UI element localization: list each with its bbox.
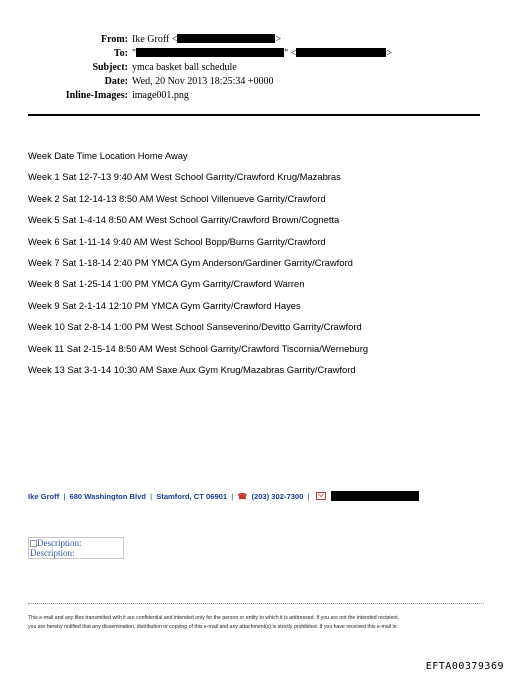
to-label: To: [113,48,128,59]
to-value [132,48,392,59]
to-tail: > [386,48,392,59]
schedule-row: Week 10 Sat 2-8-14 1:00 PM West School Sanseverino/Devitto Garrity/Crawford [28,321,362,333]
schedule-row: Week 5 Sat 1-4-14 8:50 AM West School Garrity/Crawford Brown/Cognetta [28,214,340,226]
signature-address: 680 Washington Blvd [69,492,146,501]
from-label: From: [100,34,128,45]
schedule-row: Week 2 Sat 12-14-13 8:50 AM West School Villenueve Garrity/Crawford [28,192,326,204]
schedule-row: Week 7 Sat 1-18-14 2:40 PM YMCA Gym Anderson/Gardiner Garrity/Crawford [28,256,353,268]
date-value: Wed, 20 Nov 2013 18:25:34 +0000 [132,76,274,87]
separator: | [307,492,310,501]
redaction-bar [331,491,419,501]
subject-value: ymca basket ball schedule [132,62,237,73]
schedule-row: Week 9 Sat 2-1-14 12:10 PM YMCA Gym Garrity/Crawford Hayes [28,299,301,311]
redaction-bar [177,34,275,43]
image-alt-text: Description: [30,548,75,558]
schedule-row: Week 1 Sat 12-7-13 9:40 AM West School Garrity/Crawford Krug/Mazabras [28,171,341,183]
disclaimer-line: This e-mail and any files transmitted with it are confidential and intended only for the person or entity to which it is addressed. If you are not the intended recipient, [28,615,400,621]
separator: | [63,492,66,501]
signature-name: Ike Groff [28,492,60,501]
signature-city: Stamford, CT 06901 [156,492,228,501]
schedule-row: Week 6 Sat 1-11-14 9:40 AM West School Bopp/Burns Garrity/Crawford [28,235,326,247]
email-signature [28,491,419,501]
schedule-header: Week Date Time Location Home Away [28,150,188,161]
schedule-row: Week 8 Sat 1-25-14 1:00 PM YMCA Gym Garrity/Crawford Warren [28,278,305,290]
subject-label: Subject: [92,62,128,73]
schedule-body [28,150,368,385]
signature-phone: (203) 302-7300 [251,492,304,501]
to-mid: " < [284,48,297,59]
header-divider [28,114,480,116]
from-tail: > [275,34,282,45]
date-label: Date: [104,76,128,87]
confidentiality-disclaimer [28,614,488,632]
redaction-bar [136,48,284,57]
schedule-row: Week 11 Sat 2-15-14 8:50 AM West School Garrity/Crawford Tiscornia/Werneburg [28,342,369,354]
disclaimer-line: you are hereby notified that any dissemination, distribution or copying of this e-mail and any attachment(s) is strictly prohibited. If you have received this e-mail in [28,624,397,630]
redaction-bar [296,48,386,57]
separator: | [150,492,153,501]
schedule-row: Week 13 Sat 3-1-14 10:30 AM Saxe Aux Gym Krug/Mazabras Garrity/Crawford [28,363,356,375]
broken-image-placeholder [28,537,124,559]
separator: | [231,492,234,501]
mail-icon [316,492,326,500]
inline-images-value: image001.png [132,90,189,101]
phone-icon: ☎ [237,492,248,501]
to-prefix: " [132,48,137,59]
from-name: Ike Groff < [132,34,178,45]
footer-divider [28,603,484,604]
inline-images-label: Inline-Images: [65,90,128,101]
document-id: EFTA00379369 [425,661,504,672]
image-alt-text: Description: [29,538,123,548]
from-value [132,34,281,45]
